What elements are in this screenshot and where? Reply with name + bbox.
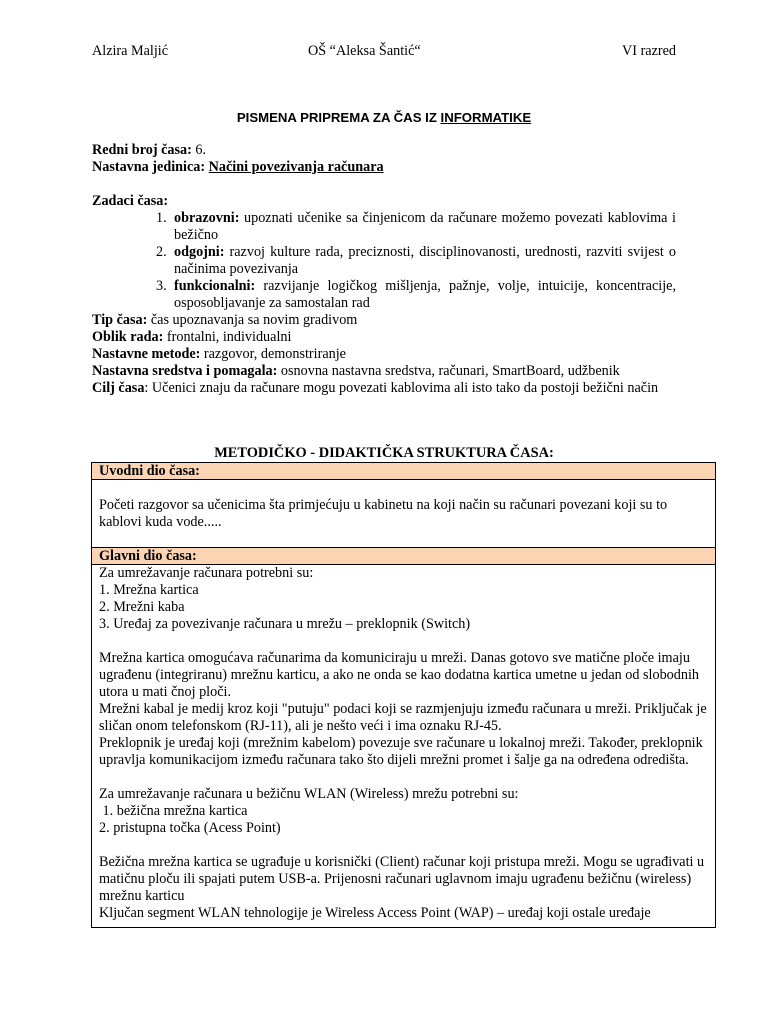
aids-value: osnovna nastavna sredstva, računari, SmartBoard, udžbenik [277, 363, 620, 379]
intro-section-cell [92, 480, 715, 547]
main-paragraph: Za umrežavanje računara potrebni su: [99, 565, 314, 581]
main-paragraph: 2. Mrežni kaba [99, 599, 185, 615]
task-label: funkcionalni: [174, 278, 256, 294]
title-subject: INFORMATIKE [440, 110, 532, 125]
form-label: Oblik rada: [92, 329, 164, 345]
goal-row [92, 380, 676, 397]
main-paragraph: Mrežna kartica omogućava računarima da komuniciraju u mreži. Danas gotovo sve matične ploče imaju ugrađenu (integriranu) mrežnu karticu, a ako ne onda se kao dodatna kartica umetne u jedan od slobodnih utora u mati čnoj ploči. [99, 650, 703, 700]
main-paragraph: 3. Uređaj za povezivanje računara u mrežu – preklopnik (Switch) [99, 616, 471, 632]
intro-section-heading: Uvodni dio časa: [92, 463, 715, 480]
unit-row [92, 159, 676, 176]
lesson-number-value: 6. [191, 142, 207, 158]
type-row [92, 312, 676, 329]
list-item [92, 278, 676, 312]
structure-title: METODIČKO - DIDAKTIČKA STRUKTURA ČASA: [214, 445, 554, 461]
goal-value: : Učenici znaju da računare mogu povezati kablovima ali isto tako da postoji bežični način [144, 380, 659, 396]
main-section-heading: Glavni dio časa: [92, 547, 715, 565]
school-name: OŠ “Aleksa Šantić“ [308, 43, 421, 59]
type-label: Tip časa: [92, 312, 148, 328]
task-label: odgojni: [174, 244, 225, 260]
lesson-number-label: Redni broj časa: [92, 142, 192, 158]
task-text: upoznati učenike sa činjenicom da računare možemo povezati kablovima i bežično [174, 210, 676, 243]
main-paragraph: Ključan segment WLAN tehnologije je Wireless Access Point (WAP) – uređaj koji ostale uređaje [99, 905, 651, 921]
task-text: razvoj kulture rada, preciznosti, disciplinovanosti, urednosti, razviti svijest o načinima povezivanja [174, 244, 676, 277]
task-number: 2. [156, 244, 167, 260]
main-paragraph: 2. pristupna točka (Acess Point) [99, 820, 281, 836]
structure-table [91, 462, 716, 928]
type-value: čas upoznavanja sa novim gradivom [147, 312, 358, 328]
spacer [99, 633, 708, 650]
main-paragraph: Preklopnik je uređaj koji (mrežnim kabelom) povezuje sve računare u lokalnoj mreži. Također, preklopnik upravlja komunikacijom između računara tako što dijeli mrežni promet i šalje ga na određena odredišta. [99, 735, 707, 768]
main-paragraph: Za umrežavanje računara u bežičnu WLAN (Wireless) mrežu potrebni su: [99, 786, 519, 802]
main-section-cell [92, 565, 715, 922]
goal-label: Cilj časa [92, 380, 145, 396]
unit-value: Načini povezivanja računara [208, 159, 384, 175]
methods-value: razgovor, demonstriranje [200, 346, 346, 362]
lesson-number-row [92, 142, 676, 159]
main-paragraph: 1. Mrežna kartica [99, 582, 199, 598]
main-paragraph: 1. bežična mrežna kartica [99, 803, 248, 819]
intro-text: Početi razgovor sa učenicima šta primjećuju u kabinetu na koji način su računari povezani koji su to kablovi kuda vode..... [99, 497, 668, 530]
author-name: Alzira Maljić [92, 43, 169, 59]
title-prefix: PISMENA PRIPREMA ZA ČAS IZ [236, 110, 441, 125]
task-text: razvijanje logičkog mišljenja, pažnje, volje, intuicije, koncentracije, osposobljavanje za samostalan rad [174, 278, 676, 311]
tasks-label: Zadaci časa: [92, 193, 169, 209]
unit-label: Nastavna jedinica: [92, 159, 206, 175]
spacer [99, 769, 708, 786]
task-number: 1. [156, 210, 167, 226]
methods-label: Nastavne metode: [92, 346, 201, 362]
form-row [92, 329, 676, 346]
document-title [92, 109, 676, 126]
methods-row [92, 346, 676, 363]
grade-label: VI razred [622, 43, 676, 59]
spacer [99, 837, 708, 854]
form-value: frontalni, individualni [163, 329, 292, 345]
list-item [92, 210, 676, 244]
aids-label: Nastavna sredstva i pomagala: [92, 363, 278, 379]
task-number: 3. [156, 278, 167, 294]
tasks-list [92, 210, 676, 312]
page-header [92, 43, 676, 61]
lesson-meta [92, 142, 676, 397]
main-paragraph: Mrežni kabal je medij kroz koji "putuju" podaci koji se razmjenjuju između računara u mreži. Priključak je sličan onom telefonskom (RJ-11), ali je nešto veći i ima oznaku RJ-45. [99, 701, 711, 734]
main-paragraph: Bežična mrežna kartica se ugrađuje u korisnički (Client) računar koji pristupa mreži. Mogu se ugrađivati u matičnu ploču ili spajati putem USB-a. Prijenosni računari uglavnom imaju ugrađenu bežičnu (wireless) mrežnu karticu [99, 854, 708, 904]
aids-row [92, 363, 676, 380]
task-label: obrazovni: [174, 210, 240, 226]
list-item [92, 244, 676, 278]
